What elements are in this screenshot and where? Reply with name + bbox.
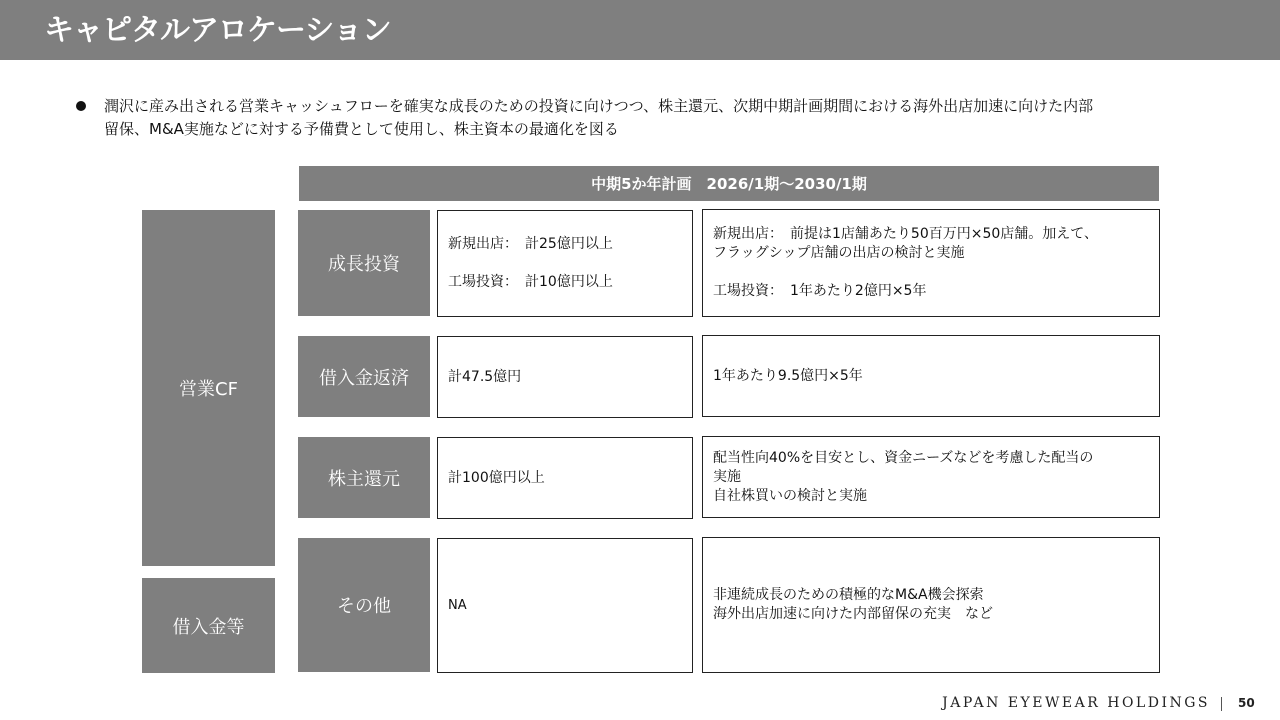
return-amount: 計100億円以上	[448, 469, 545, 486]
return-detail-line-3: 自社株買いの検討と実施	[713, 487, 867, 504]
page-title: キャピタルアロケーション	[44, 13, 391, 48]
growth-amount-factory: 工場投資： 計10億円以上	[448, 274, 613, 290]
footer-divider	[1221, 697, 1222, 711]
bullet-line-2: 留保、M&A実施などに対する予備費として使用し、株主資本の最適化を図る	[104, 120, 619, 138]
shareholder-return-amount-box	[437, 437, 693, 519]
bullet-marker	[76, 101, 86, 111]
other-amount-box	[437, 538, 693, 673]
shareholder-return-detail-box	[702, 436, 1160, 518]
bullet-text	[104, 95, 1224, 141]
growth-investment-label-box	[298, 210, 430, 316]
other-label: その他	[337, 596, 391, 617]
other-amount: NA	[448, 598, 467, 613]
growth-detail-line-1: 新規出店： 前提は1店舗あたり50百万円×50店舗。加えて、	[713, 226, 1098, 242]
other-detail-box	[702, 537, 1160, 673]
title-bar	[0, 0, 1280, 60]
growth-investment-amount-box	[437, 210, 693, 317]
company-brand: JAPAN EYEWEAR HOLDINGS	[942, 695, 1210, 711]
loan-repayment-label: 借入金返済	[319, 367, 409, 389]
growth-detail-line-2: フラッグシップ店舗の出店の検討と実施	[713, 245, 965, 261]
page-number: 50	[1238, 696, 1255, 710]
repay-detail: 1年あたり9.5億円×5年	[713, 367, 863, 384]
borrowings-label: 借入金等	[172, 616, 245, 638]
return-detail-line-2: 実施	[713, 468, 741, 485]
borrowings-box	[142, 578, 275, 673]
shareholder-return-label: 株主還元	[328, 468, 400, 490]
loan-repayment-label-box	[298, 336, 430, 417]
shareholder-return-label-box	[298, 437, 430, 518]
loan-repayment-amount-box	[437, 336, 693, 418]
growth-investment-detail-box	[702, 209, 1160, 317]
return-detail-line-1: 配当性向40%を目安とし、資金ニーズなどを考慮した配当の	[713, 449, 1094, 466]
operating-cf-box	[142, 210, 275, 566]
other-detail-line-2: 海外出店加速に向けた内部留保の充実 など	[713, 606, 993, 622]
plan-period-bar: 中期5か年計画 2026/1期～2030/1期	[299, 166, 1159, 201]
growth-investment-label: 成長投資	[328, 254, 400, 275]
growth-amount-store: 新規出店： 計25億円以上	[448, 236, 613, 252]
loan-repayment-detail-box	[702, 335, 1160, 417]
bullet-line-1: 潤沢に産み出される営業キャッシュフローを確実な成長のための投資に向けつつ、株主還元、次期中期計画期間における海外出店加速に向けた内部	[104, 97, 1094, 115]
repay-amount: 計47.5億円	[448, 368, 522, 385]
other-label-box	[298, 538, 430, 672]
growth-detail-line-3: 工場投資： 1年あたり2億円×5年	[713, 283, 927, 299]
other-detail-line-1: 非連続成長のための積極的なM&A機会探索	[713, 587, 984, 603]
operating-cf-label: 営業CF	[179, 379, 238, 400]
